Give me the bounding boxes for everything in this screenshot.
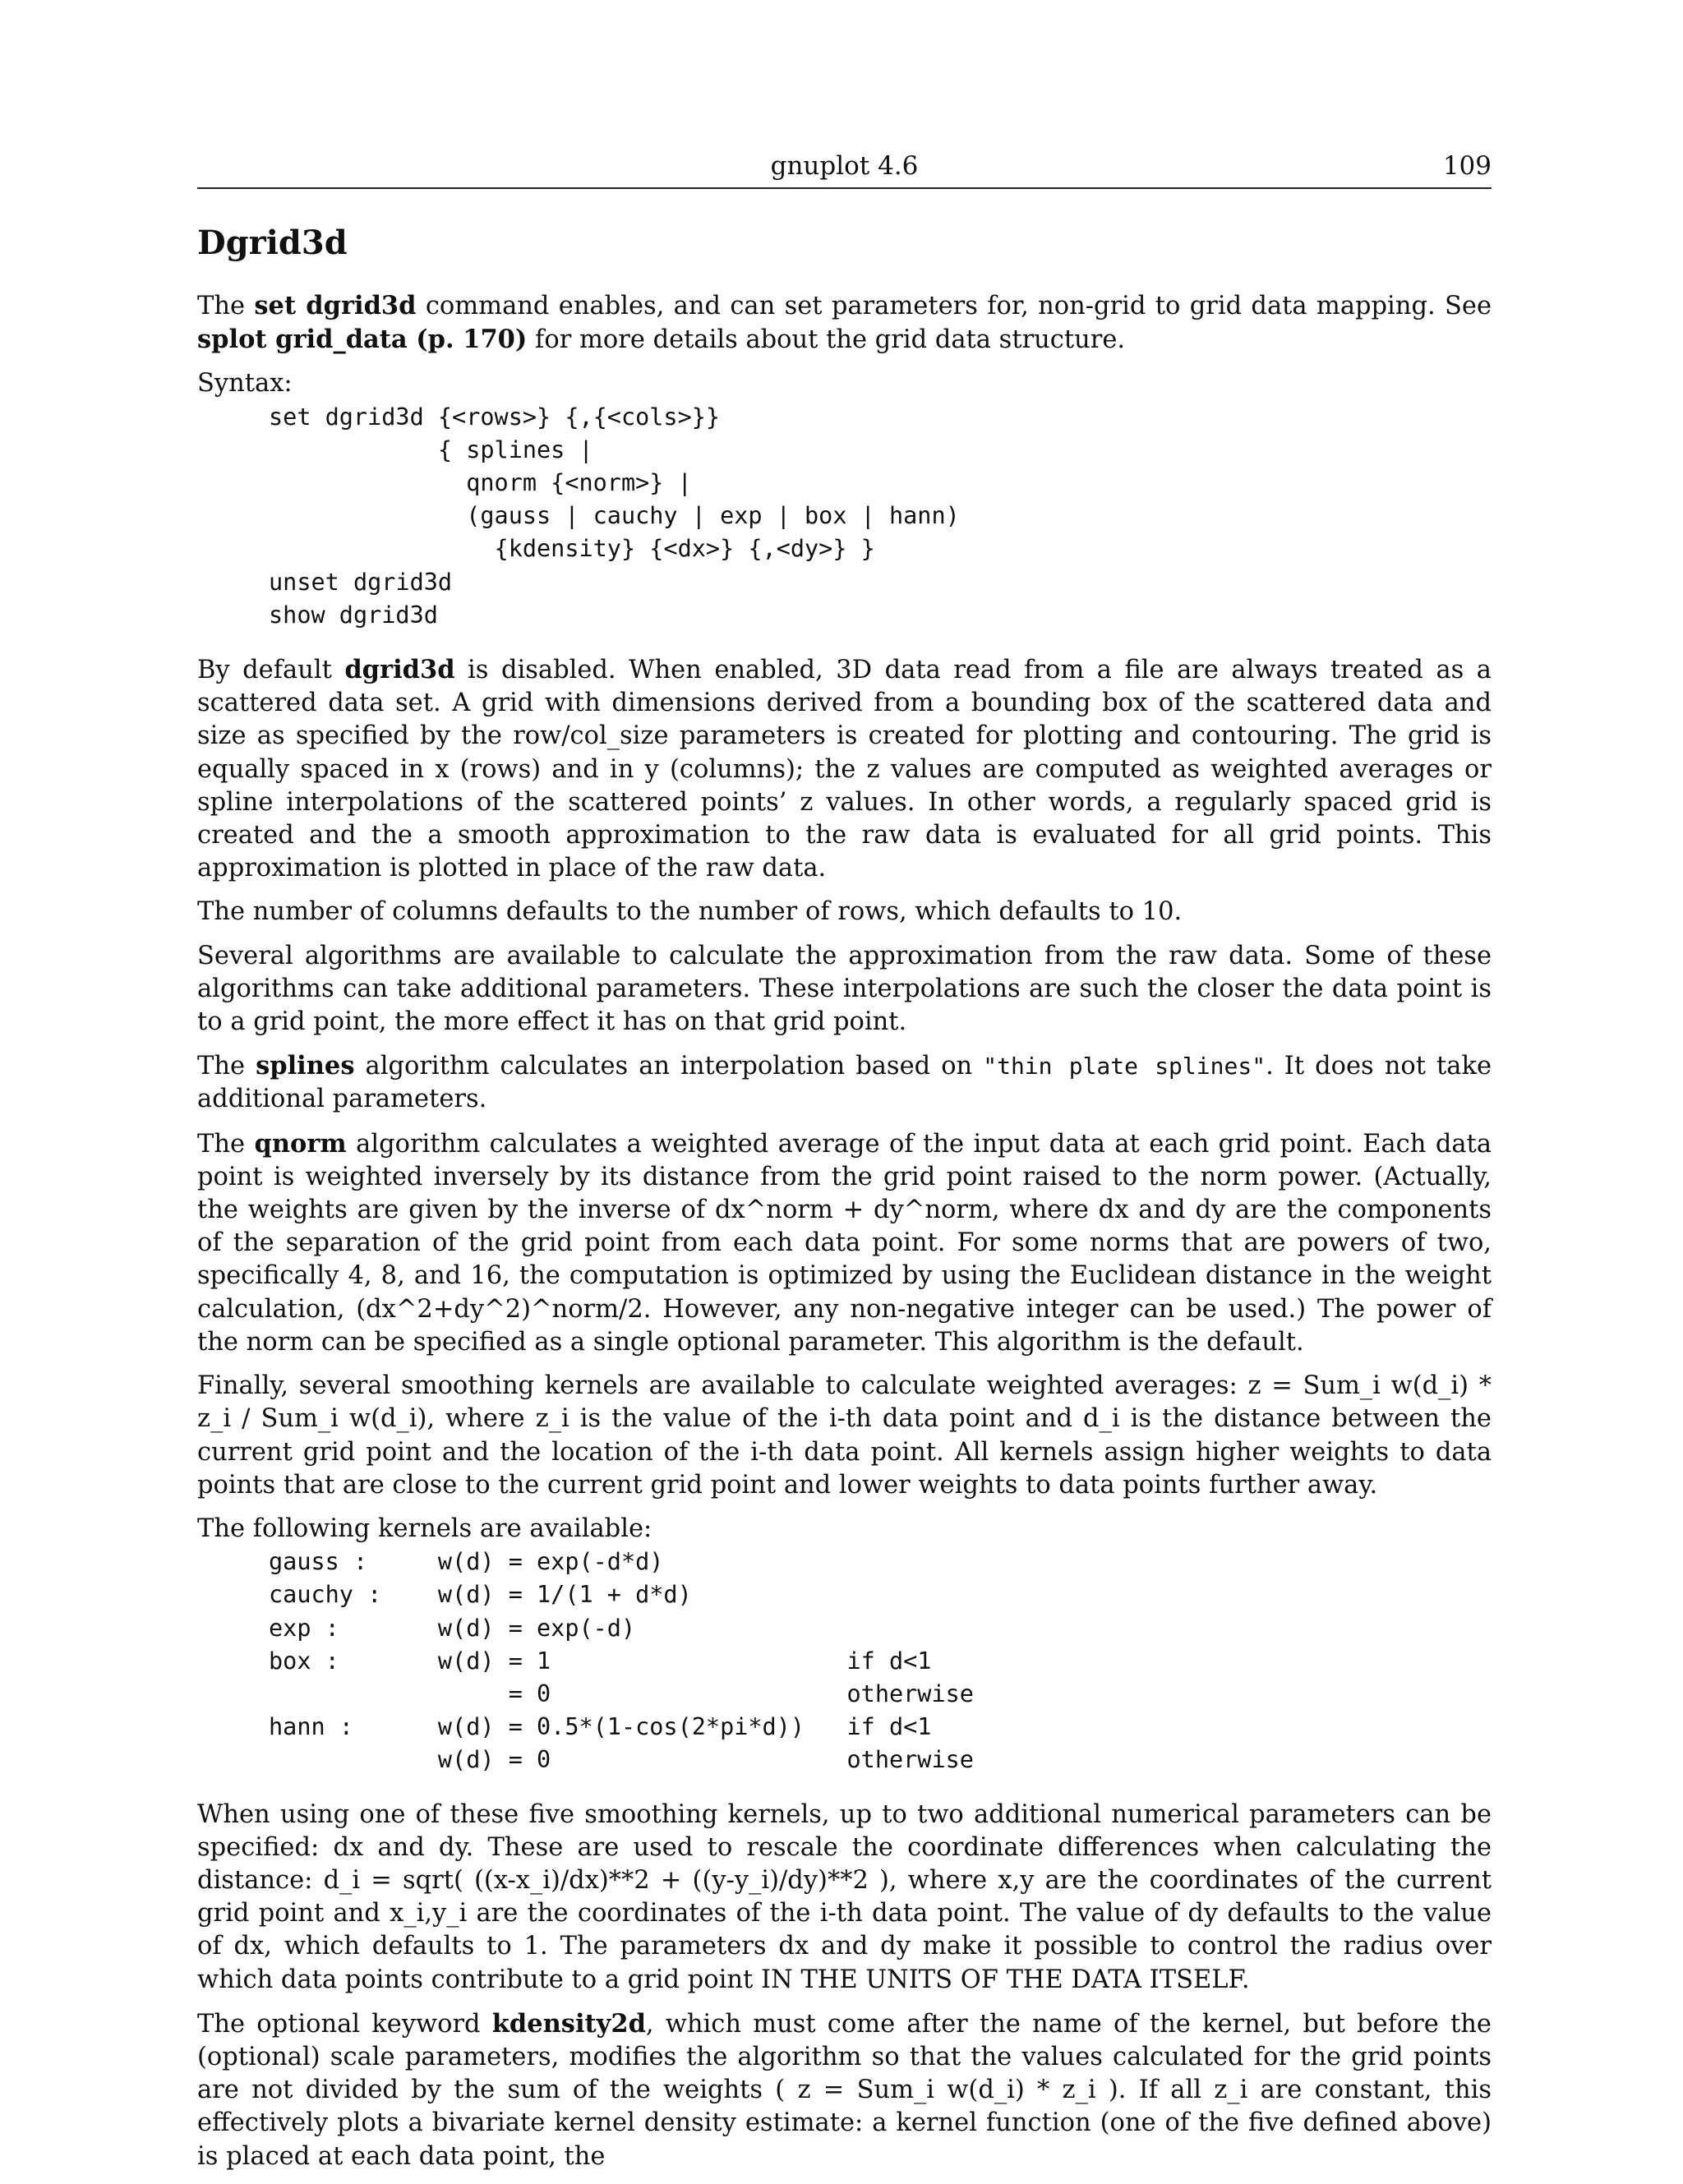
paragraph-default: By default dgrid3d is disabled. When enabled, 3D data read from a file are always treated as a scattered data set. A grid with dimensions derived from a bounding box of the scattered data and size as specified by the row/col_size parameters is created for plotting and contouring. The grid is equally spaced in x (rows) and in y (columns); the z values are computed as weighted averages or spline interpolations of the scattered points’ z values. In other words, a regularly spaced grid is created and the a smooth approximation to the raw data is evaluated for all grid points. This approximation is plotted in place of the raw data.: [197, 655, 1492, 883]
paragraph-algorithms: Several algorithms are available to calculate the approximation from the raw data. Some of these algorithms can take additional parameters. These interpolations are such the closer the data point is to a grid point, the more effect it has on that grid point.: [197, 941, 1492, 1037]
syntax-label: Syntax:: [197, 369, 293, 399]
kernels-code-block: gauss : w(d) = exp(-d*d) cauchy : w(d) = 1/(1 + d*d) exp : w(d) = exp(-d) box : w(d) = 1 if d<1 = 0 otherwise hann : w(d) = 0.5*(1-cos(2*pi*d)) if d<1 w(d) = 0 otherwise: [269, 1548, 974, 1774]
paragraph-kdensity: The optional keyword kdensity2d, which must come after the name of the kernel, but before the (optional) scale parameters, modifies the algorithm so that the values calculated for the grid points are not divided by the sum of the weights ( z = Sum_i w(d_i) * z_i ). If all z_i are constant, this effectively plots a bivariate kernel density estimate: a kernel function (one of the five defined above) is placed at each data point, the: [197, 2008, 1492, 2171]
paragraph-dx-dy: When using one of these five smoothing kernels, up to two additional numerical parameters can be specified: dx and dy. These are used to rescale the coordinate differences when calculating the distance: d_i = sqrt( ((x-x_i)/dx)**2 + ((y-y_i)/dy)**2 ), where x,y are the coordinates of the current grid point and x_i,y_i are the coordinates of the i-th data point. The value of dy defaults to the value of dx, which defaults to 1. The parameters dx and dy make it possible to control the radius over which data points contribute to a grid point IN THE UNITS OF THE DATA ITSELF.: [197, 1799, 1492, 1994]
paragraph-intro: The set dgrid3d command enables, and can set parameters for, non-grid to grid data mapping. See splot grid_data (p. 170) for more details about the grid data structure.: [197, 291, 1492, 355]
syntax-code-block: set dgrid3d {<rows>} {,{<cols>}} { splines | qnorm {<norm>} | (gauss | cauchy | exp | box | hann) {kdensity} {<dx>} {,<dy>} } unset dgrid3d show dgrid3d: [269, 403, 960, 629]
paragraph-columns: The number of columns defaults to the number of rows, which defaults to 10.: [197, 897, 1183, 927]
running-title: gnuplot 4.6: [770, 151, 919, 181]
page-header: [197, 148, 1492, 189]
paragraph-splines: The splines algorithm calculates an interpolation based on "thin plate splines". It does not take additional parameters.: [197, 1051, 1492, 1114]
paragraph-qnorm: The qnorm algorithm calculates a weighted average of the input data at each grid point. Each data point is weighted inversely by its distance from the grid point raised to the norm power. (Actually, the weights are given by the inverse of dx^norm + dy^norm, where dx and dy are the components of the separation of the grid point from each data point. For some norms that are powers of two, specifically 4, 8, and 16, the computation is optimized by using the Euclidean distance in the weight calculation, (dx^2+dy^2)^norm/2. However, any non-negative integer can be used.) The power of the norm can be specified as a single optional parameter. This algorithm is the default.: [197, 1128, 1492, 1357]
section-title: Dgrid3d: [197, 223, 348, 262]
section-body: [197, 289, 1492, 2184]
page-number: 109: [1442, 151, 1492, 181]
kernels-label: The following kernels are available:: [197, 1514, 652, 1543]
paragraph-kernels-intro: Finally, several smoothing kernels are available to calculate weighted averages: z = Sum_i w(d_i) * z_i / Sum_i w(d_i), where z_i is the value of the i-th data point and d_i is the distance between the current grid point and the location of the i-th data point. All kernels assign higher weights to data points that are close to the current grid point and lower weights to data points further away.: [197, 1371, 1492, 1500]
